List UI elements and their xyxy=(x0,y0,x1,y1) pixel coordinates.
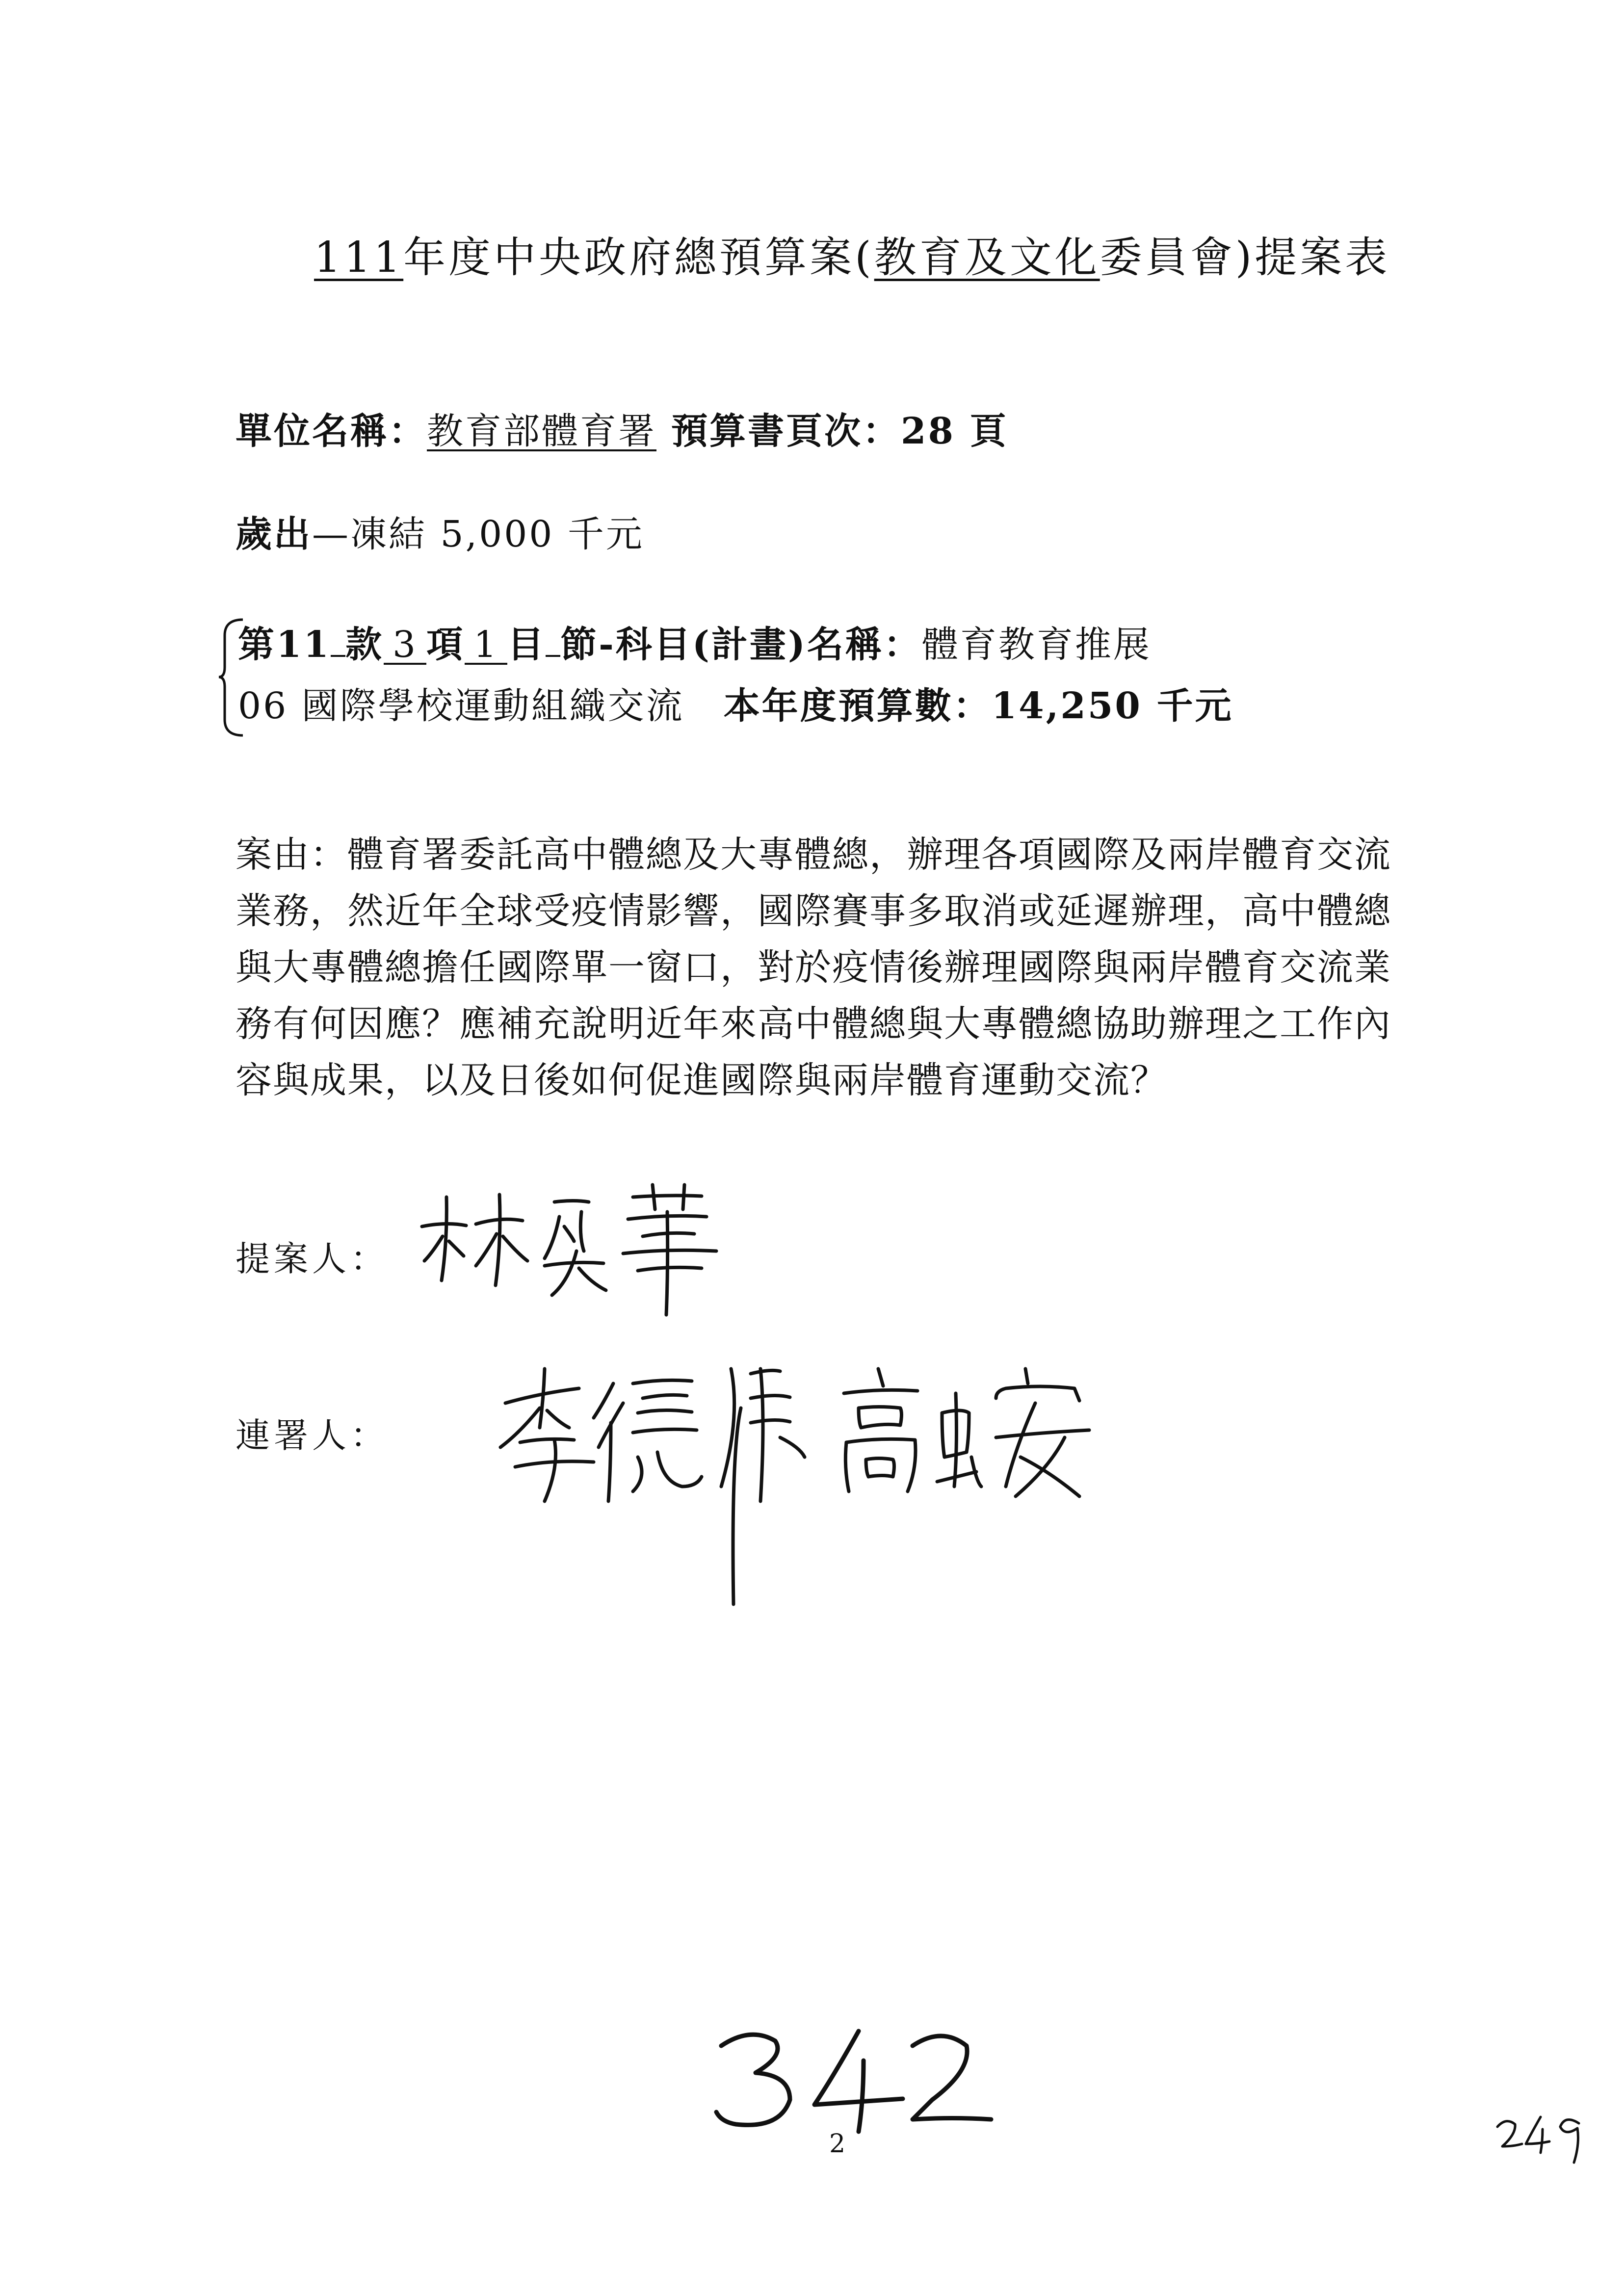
reason-line: 業務，然近年全球受疫情影響，國際賽事多取消或延遲辦理，高中體總 xyxy=(236,890,1391,932)
reason-paragraph xyxy=(236,827,1433,1109)
proposer-label: 提案人： xyxy=(236,1239,389,1279)
expense-line xyxy=(236,505,644,557)
page-number: 2 xyxy=(829,2129,846,2159)
reason-line: 與大專體總擔任國際單一窗口，對於疫情後辦理國際與兩岸體育交流業 xyxy=(236,946,1391,989)
unit-value: 教育部體育署 xyxy=(427,410,656,452)
title-mid: 年度中央政府總預算案( xyxy=(403,233,874,282)
unit-label: 單位名稱： xyxy=(236,410,427,452)
expense-text: —凍結 5,000 千元 xyxy=(312,513,644,555)
reason-line: 容與成果，以及日後如何促進國際與兩岸體育運動交流？ xyxy=(236,1059,1168,1101)
blank-underline xyxy=(331,626,345,657)
title-tail: 委員會)提案表 xyxy=(1100,233,1390,282)
handwritten-page-number xyxy=(707,2016,1001,2144)
title-year: 111 xyxy=(314,233,404,282)
item-xiang: 項 xyxy=(426,624,465,666)
item-section: 11 xyxy=(276,624,331,666)
cosigner-label: 連署人： xyxy=(236,1415,389,1456)
item-mu: 目 xyxy=(507,624,546,666)
page-ref-label: 預算書頁次： xyxy=(671,410,901,452)
item-line-1 xyxy=(238,616,1152,668)
reason-line: 務有何因應？應補充說明近年來高中體總與大專體總協助辦理之工作內 xyxy=(236,1003,1391,1045)
budget-value: 14,250 千元 xyxy=(991,685,1233,727)
reason-line: 案由：體育署委託高中體總及大專體總，辦理各項國際及兩岸體育交流 xyxy=(236,834,1391,876)
unit-line xyxy=(236,402,1008,454)
document-title xyxy=(314,223,1390,284)
item-kuan: 款 xyxy=(345,624,384,666)
page-ref-value: 28 頁 xyxy=(901,410,1008,452)
handwritten-corner-number xyxy=(1492,2105,1590,2168)
cosigner-signatures xyxy=(486,1339,1099,1614)
budget-label: 本年度預算數： xyxy=(723,685,992,727)
title-committee: 教育及文化 xyxy=(874,233,1100,282)
proposer-signature xyxy=(412,1168,756,1325)
item-prefix: 第 xyxy=(238,624,276,666)
budget-item-block xyxy=(216,616,1233,738)
item-jie: 節-科目(計畫)名稱： xyxy=(560,624,922,666)
item-sub-program: 06 國際學校運動組織交流 xyxy=(238,685,684,727)
expense-label: 歲出 xyxy=(236,513,312,555)
blank-underline xyxy=(546,626,560,657)
item-program: 體育教育推展 xyxy=(921,624,1152,666)
item-mu-number: 1 xyxy=(465,626,507,665)
item-xiang-number: 3 xyxy=(384,626,426,665)
item-line-2 xyxy=(238,677,1233,729)
